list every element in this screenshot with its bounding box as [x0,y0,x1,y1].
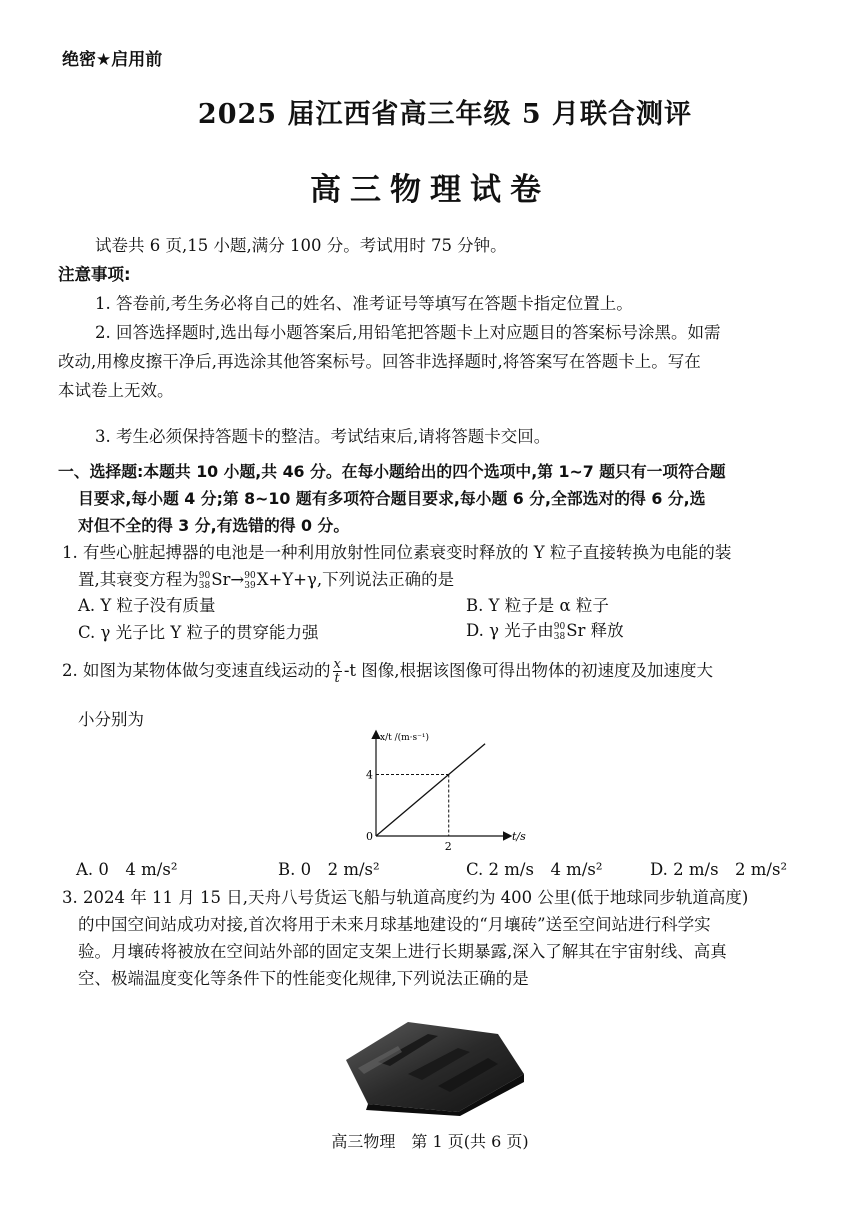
q1-option-d [466,619,624,644]
q1-option-a: A. Y 粒子没有质量 [78,596,216,615]
q2-option-b: B. 0 2 m/s² [278,860,380,879]
q2-option-a: A. 0 4 m/s² [76,860,178,879]
q1-option-c: C. γ 光子比 Y 粒子的贯穿能力强 [78,623,319,642]
lunar-brick-photo [338,1012,528,1117]
option-d-prefix: D. γ 光子由 [466,621,554,640]
q1-line-1: 1. 有些心脏起搏器的电池是一种利用放射性同位素衰变时释放的 Y 粒子直接转换为电能的装 [62,543,732,562]
note-2-line-1: 2. 回答选择题时,选出每小题答案后,用铅笔把答题卡上对应题目的答案标号涂黑。如需 [95,323,721,342]
q2-suffix: -t 图像,根据该图像可得出物体的初速度及加速度大 [343,661,714,680]
q3-line-3: 验。月壤砖将被放在空间站外部的固定支架上进行长期暴露,深入了解其在宇宙射线、高真 [78,942,727,961]
option-d-suffix: Sr 释放 [566,621,624,640]
q2-fraction [333,658,342,685]
q2-line-1 [62,658,810,685]
q2-option-d: D. 2 m/s 2 m/s² [650,860,788,879]
tick-label-origin: 0 [366,830,373,843]
isotope-number: 38 [553,631,566,642]
q1-option-d-isotope [554,622,565,642]
q1-equation-suffix: X+Y+γ,下列说法正确的是 [256,570,455,589]
tick-label-y: 4 [366,768,373,782]
isotope-mass: 90 [198,570,211,581]
paper-title: 高三物理试卷 [310,172,550,208]
series-line [376,744,485,836]
q1-isotope-x [244,571,255,591]
q3-line-2: 的中国空间站成功对接,首次将用于未来月球基地建设的“月壤砖”送至空间站进行科学实 [78,915,711,934]
note-2-line-2: 改动,用橡皮擦干净后,再选涂其他答案标号。回答非选择题时,将答案写在答题卡上。写在 [58,352,701,371]
section-1-line-1: 一、选择题:本题共 10 小题,共 46 分。在每小题给出的四个选项中,第 1~7 题只有一项符合题 [58,462,726,481]
q1-equation-mid: Sr→ [211,570,245,589]
q2-option-c: C. 2 m/s 4 m/s² [466,860,603,879]
fraction-numerator: x [333,657,341,672]
note-1: 1. 答卷前,考生务必将自己的姓名、准考证号等填写在答题卡指定位置上。 [95,294,633,313]
note-2-line-3: 本试卷上无效。 [58,381,174,400]
q2-line-2: 小分别为 [78,710,144,729]
q3-line-1: 3. 2024 年 11 月 15 日,天舟八号货运飞船与轨道高度约为 400 公里(低于地球同步轨道高度) [62,888,749,907]
isotope-mass: 90 [244,570,256,581]
exam-title: 2025 届江西省高三年级 5 月联合测评 [197,99,693,130]
section-1-line-3: 对但不全的得 3 分,有选错的得 0 分。 [78,516,350,535]
isotope-number: 39 [244,580,256,591]
q1-isotope-sr [199,571,210,591]
exam-summary: 试卷共 6 页,15 小题,满分 100 分。考试用时 75 分钟。 [95,236,507,255]
confidential-label: 绝密★启用前 [62,50,163,70]
section-1-line-2: 目要求,每小题 4 分;第 8~10 题有多项符合题目要求,每小题 6 分,全部选对的得 6 分,选 [78,489,706,508]
q3-line-4: 空、极端温度变化等条件下的性能变化规律,下列说法正确的是 [78,969,529,988]
q1-line-2 [78,568,826,593]
vt-graph [340,728,530,858]
note-3: 3. 考生必须保持答题卡的整洁。考试结束后,请将答题卡交回。 [95,427,551,446]
page-footer: 高三物理 第 1 页(共 6 页) [331,1132,529,1151]
tick-label-x: 2 [444,840,452,853]
isotope-mass: 90 [553,621,566,632]
isotope-number: 38 [198,580,211,591]
x-axis-label: t/s [512,830,526,843]
fraction-denominator: t [334,671,340,686]
q1-option-b: B. Y 粒子是 α 粒子 [466,596,609,615]
y-axis-label: x/t /(m·s⁻¹) [380,733,430,743]
q1-equation-prefix: 置,其衰变方程为 [78,570,199,589]
notes-heading: 注意事项: [58,265,131,284]
q2-prefix: 2. 如图为某物体做匀变速直线运动的 [62,661,331,680]
